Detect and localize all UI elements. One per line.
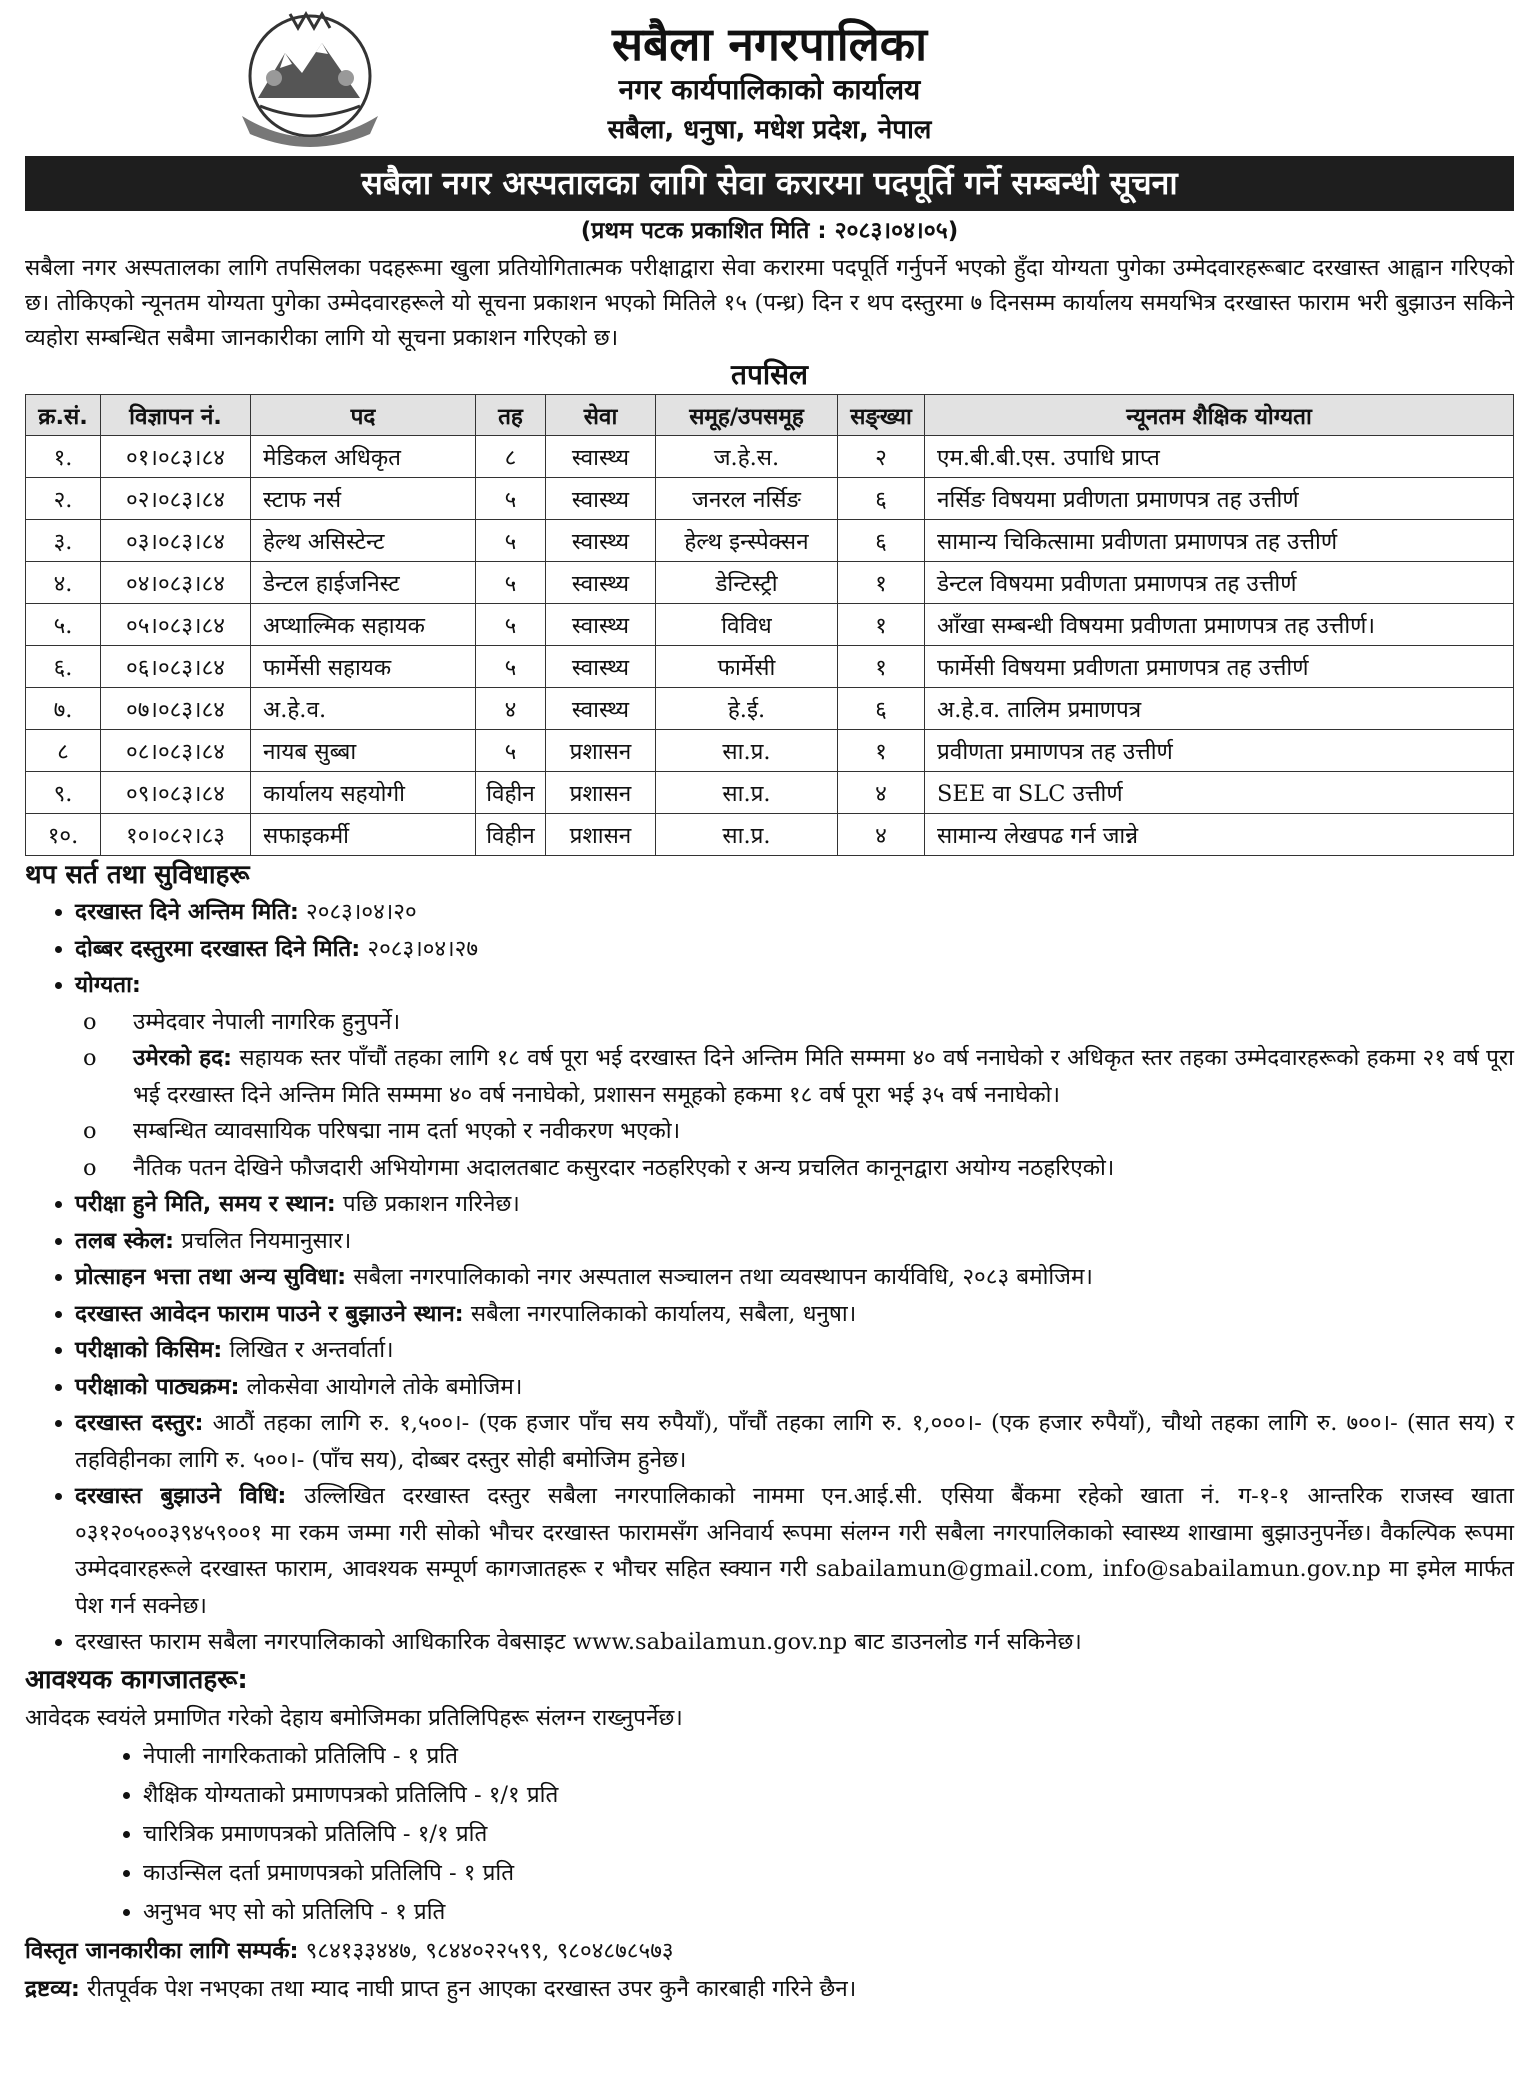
col-serial: क्र.सं. [26,395,101,436]
list-item: • शैक्षिक योग्यताको प्रमाणपत्रको प्रतिलिपि - १/१ प्रति [143,1776,1514,1815]
table-row [26,646,1514,688]
terms-list [25,894,1514,1661]
table-cell: ०९।०८३।८४ [101,772,251,814]
list-item: • चारित्रिक प्रमाणपत्रको प्रतिलिपि - १/१ प्रति [143,1815,1514,1854]
table-cell: स्वास्थ्य [546,688,656,730]
table-cell: सफाइकर्मी [251,814,476,856]
table-cell: ६ [838,688,925,730]
table-cell: ७. [26,688,101,730]
table-cell: ०२।०८३।८४ [101,478,251,520]
col-service: सेवा [546,395,656,436]
table-cell: स्वास्थ्य [546,520,656,562]
notice-title: सबैला नगर अस्पतालका लागि सेवा करारमा पदपूर्ति गर्ने सम्बन्धी सूचना [25,156,1514,211]
table-cell: ८ [26,730,101,772]
list-item [83,1004,1514,1041]
table-cell: स्वास्थ्य [546,436,656,478]
exam-schedule-label: परीक्षा हुने मिति, समय र स्थान: [75,1191,336,1217]
table-cell: ४ [838,772,925,814]
documents-list [25,1737,1514,1932]
table-row [26,772,1514,814]
list-item [75,1296,1514,1333]
table-cell: ०१।०८३।८४ [101,436,251,478]
double-fee-label: दोब्बर दस्तुरमा दरखास्त दिने मिति: [75,935,361,962]
list-item [75,1624,1514,1661]
col-group: समूह/उपसमूह [656,395,838,436]
table-cell: विहीन [476,772,546,814]
table-cell: ४ [476,688,546,730]
table-cell: १ [838,562,925,604]
download-text: दरखास्त फाराम सबैला नगरपालिकाको आधिकारिक वेबसाइट www.sabailamun.gov.np बाट डाउनलोड गर्न सकिनेछ। [75,1629,1082,1655]
table-row [26,562,1514,604]
note-value: रीतपूर्वक पेश नभएका तथा म्याद नाघी प्राप्त हुन आएका दरखास्त उपर कुनै कारबाही गरिने छैन। [79,1975,857,2002]
table-row [26,688,1514,730]
table-cell: ५. [26,604,101,646]
table-cell: प्रवीणता प्रमाणपत्र तह उत्तीर्ण [925,730,1514,772]
table-cell: ०४।०८३।८४ [101,562,251,604]
table-cell: ८ [476,436,546,478]
table-cell: प्रशासन [546,730,656,772]
table-cell: ५ [476,646,546,688]
list-item: • नेपाली नागरिकताको प्रतिलिपि - १ प्रति [143,1737,1514,1776]
salary-label: तलब स्केल: [75,1227,175,1254]
bullet-marker: o [83,1008,97,1035]
note-line [25,1970,1514,2008]
table-cell: कार्यालय सहयोगी [251,772,476,814]
publication-date: (प्रथम पटक प्रकाशित मिति : २०८३।०४।०५) [580,218,959,244]
list-item [83,1040,1514,1113]
table-header-row [26,395,1514,436]
table-row [26,478,1514,520]
incentive-value: सबैला नगरपालिकाको नगर अस्पताल सञ्चालन तथा व्यवस्थापन कार्यविधि, २०८३ बमोजिम। [346,1264,1093,1290]
bullet-marker: o [83,1154,97,1181]
table-cell: SEE वा SLC उत्तीर्ण [925,772,1514,814]
table-cell: ९. [26,772,101,814]
exam-type-label: परीक्षाको किसिम: [75,1337,223,1363]
fee-label: दरखास्त दस्तुर: [75,1410,204,1436]
table-cell: ५ [476,730,546,772]
salary-value: प्रचलित नियमानुसार। [174,1227,352,1254]
list-item [83,1150,1514,1187]
table-cell: मेडिकल अधिकृत [251,436,476,478]
table-cell: जनरल नर्सिङ [656,478,838,520]
syllabus-label: परीक्षाको पाठ्यक्रम: [75,1373,240,1400]
table-cell: विहीन [476,814,546,856]
table-cell: हे.ई. [656,688,838,730]
age-limit-label: उमेरको हद: [133,1045,233,1071]
col-qualification: न्यूनतम शैक्षिक योग्यता [925,395,1514,436]
table-cell: ४ [838,814,925,856]
table-cell: स्टाफ नर्स [251,478,476,520]
table-cell: अ.हे.व. [251,688,476,730]
list-item: • काउन्सिल दर्ता प्रमाणपत्रको प्रतिलिपि - १ प्रति [143,1854,1514,1893]
eligibility-text: नैतिक पतन देखिने फौजदारी अभियोगमा अदालतबाट कसुरदार नठहरिएको र अन्य प्रचलित कानूनद्वारा अयोग्य नठहरिएको। [133,1154,1115,1181]
col-post: पद [251,395,476,436]
vacancy-table [25,394,1514,856]
header [25,0,1514,150]
list-item [75,894,1514,931]
table-cell: ३. [26,520,101,562]
bullet-marker: o [83,1045,97,1071]
table-row [26,520,1514,562]
table-cell: स्वास्थ्य [546,562,656,604]
application-place-value: सबैला नगरपालिकाको कार्यालय, सबैला, धनुषा। [463,1300,857,1327]
eligibility-text: उम्मेदवार नेपाली नागरिक हुनुपर्ने। [133,1008,401,1035]
list-item [75,1259,1514,1296]
table-cell: ०७।०८३।८४ [101,688,251,730]
documents-intro: आवेदक स्वयंले प्रमाणित गरेको देहाय बमोजिमका प्रतिलिपिहरू संलग्न राख्नुपर्नेछ। [25,1704,683,1731]
table-cell: १ [838,604,925,646]
table-cell: विविध [656,604,838,646]
list-item [75,1186,1514,1223]
notice-intro: सबैला नगर अस्पतालका लागि तपसिलका पदहरूमा खुला प्रतियोगितात्मक परीक्षाद्वारा सेवा करारमा पदपूर्ति गर्नुपर्ने भएको हुँदा योग्यता पुगेका उम्मेदवारहरूबाट दरखास्त आह्वान गरिएको छ। तोकिएको न्यूनतम योग्यता पुगेका उम्मेदवारहरूले यो सूचना प्रकाशन भएको मितिले १५ (पन्ध्र) दिन र थप दस्तुरमा ७ दिनसम्म कार्यालय समयभित्र दरखास्त फाराम भरी बुझाउन सकिने व्यहोरा सम्बन्धित सबैमा जानकारीका लागि यो सूचना प्रकाशन गरिएको छ। [25,255,1514,351]
table-cell: नायब सुब्बा [251,730,476,772]
table-cell: आँखा सम्बन्धी विषयमा प्रवीणता प्रमाणपत्र तह उत्तीर्ण। [925,604,1514,646]
table-cell: १ [838,646,925,688]
table-cell: १०. [26,814,101,856]
eligibility-label: योग्यता: [75,972,141,998]
table-cell: ५ [476,520,546,562]
submission-method-label: दरखास्त बुझाउने विधि: [75,1483,287,1509]
table-cell: प्रशासन [546,772,656,814]
table-cell: ६ [838,520,925,562]
list-item: • अनुभव भए सो को प्रतिलिपि - १ प्रति [143,1893,1514,1932]
table-row [26,730,1514,772]
table-cell: ०८।०८३।८४ [101,730,251,772]
double-fee-value: २०८३।०४।२७ [360,935,479,962]
table-cell: स्वास्थ्य [546,646,656,688]
table-cell: ०६।०८३।८४ [101,646,251,688]
table-cell: डेन्टल हाईजनिस्ट [251,562,476,604]
col-count: सङ्ख्या [838,395,925,436]
table-cell: हेल्थ असिस्टेन्ट [251,520,476,562]
age-limit-text: सहायक स्तर पाँचौं तहका लागि १८ वर्ष पूरा भई दरखास्त दिने अन्तिम मिति सम्ममा ४० वर्ष ननाघेको र अधिकृत स्तर तहका उम्मेदवारहरूको हकमा २१ वर्ष पूरा भई दरखास्त दिने अन्तिम मिति सम्ममा ४० वर्ष ननाघेको, प्रशासन समूहको हकमा १८ वर्ष पूरा भई ३५ वर्ष ननाघेको। [133,1045,1514,1108]
table-cell: डेन्टिस्ट्री [656,562,838,604]
list-item [75,931,1514,968]
table-cell: ५ [476,604,546,646]
fee-value: आठौं तहका लागि रु. १,५००।- (एक हजार पाँच सय रुपैयाँ), पाँचौं तहका लागि रु. १,०००।- (एक हजार रुपैयाँ), चौथो तहका लागि रु. ७००।- (सात सय) र तहविहीनका लागि रु. ५००।- (पाँच सय), दोब्बर दस्तुर सोही बमोजिम हुनेछ। [75,1410,1514,1473]
note-label: द्रष्टव्य: [25,1975,80,2002]
list-item [75,1369,1514,1406]
table-cell: फार्मेसी विषयमा प्रवीणता प्रमाणपत्र तह उत्तीर्ण [925,646,1514,688]
list-item [75,1223,1514,1260]
table-cell: १. [26,436,101,478]
exam-schedule-value: पछि प्रकाशन गरिनेछ। [335,1191,520,1217]
table-cell: ०५।०८३।८४ [101,604,251,646]
table-cell: फार्मेसी [656,646,838,688]
list-item [83,1113,1514,1150]
table-cell: अ.हे.व. तालिम प्रमाणपत्र [925,688,1514,730]
eligibility-list [75,1004,1514,1187]
table-cell: सा.प्र. [656,730,838,772]
table-cell: सामान्य लेखपढ गर्न जान्ने [925,814,1514,856]
table-cell: फार्मेसी सहायक [251,646,476,688]
table-row [26,814,1514,856]
office-address: सबैला, धनुषा, मधेश प्रदेश, नेपाल [607,115,932,145]
table-cell: ०३।०८३।८४ [101,520,251,562]
table-cell: २. [26,478,101,520]
table-cell: ५ [476,478,546,520]
bullet-marker: o [83,1118,97,1144]
table-cell: ६ [838,478,925,520]
table-cell: सा.प्र. [656,772,838,814]
table-row [26,604,1514,646]
terms-title: थप सर्त तथा सुविधाहरू [25,860,250,890]
table-row [26,436,1514,478]
office-subtitle: नगर कार्यपालिकाको कार्यालय [618,73,921,106]
submission-method-value: उल्लिखित दरखास्त दस्तुर सबैला नगरपालिकाको नाममा एन.आई.सी. एसिया बैंकमा रहेको खाता नं. ग-१-१ आन्तरिक राजस्व खाता ०३१२०५००३९४५९००१ मा रकम जम्मा गरी सोको भौचर दरखास्त फारामसँग अनिवार्य रूपमा संलग्न गरी सबैला नगरपालिकाको स्वास्थ्य शाखामा बुझाउनुपर्नेछ। वैकल्पिक रूपमा उम्मेदवारहरूले दरखास्त फाराम, आवश्यक सम्पूर्ण कागजातहरू र भौचर सहित स्क्यान गरी sabailamun@gmail.com, info@sabailamun.gov.np मा इमेल मार्फत पेश गर्न सक्नेछ। [75,1483,1514,1619]
exam-type-value: लिखित र अन्तर्वार्ता। [222,1337,394,1363]
table-cell: ५ [476,562,546,604]
table-cell: हेल्थ इन्स्पेक्सन [656,520,838,562]
table-cell: ज.हे.स. [656,436,838,478]
contact-value: ९८४१३३४४७, ९८४४०२२५९९, ९८०४८७८५७३ [298,1937,674,1964]
table-cell: प्रशासन [546,814,656,856]
incentive-label: प्रोत्साहन भत्ता तथा अन्य सुविधा: [75,1264,347,1290]
table-cell: स्वास्थ्य [546,604,656,646]
office-name: सबैला नगरपालिका [611,17,928,71]
application-place-label: दरखास्त आवेदन फाराम पाउने र बुझाउने स्थान: [75,1300,464,1327]
table-cell: एम.बी.बी.एस. उपाधि प्राप्त [925,436,1514,478]
col-ad-number: विज्ञापन नं. [101,395,251,436]
col-level: तह [476,395,546,436]
contact-line [25,1932,1514,1970]
table-cell: स्वास्थ्य [546,478,656,520]
deadline-label: दरखास्त दिने अन्तिम मिति: [75,899,299,925]
table-cell: नर्सिङ विषयमा प्रवीणता प्रमाणपत्र तह उत्तीर्ण [925,478,1514,520]
table-title: तपसिल [730,358,809,391]
table-cell: ४. [26,562,101,604]
syllabus-value: लोकसेवा आयोगले तोके बमोजिम। [239,1373,523,1400]
nepal-emblem-icon [230,8,390,148]
contact-label: विस्तृत जानकारीका लागि सम्पर्क: [25,1937,299,1964]
eligibility-text: सम्बन्धित व्यावसायिक परिषद्मा नाम दर्ता भएको र नवीकरण भएको। [133,1118,681,1144]
table-cell: सा.प्र. [656,814,838,856]
list-item [75,1478,1514,1624]
list-item [75,1405,1514,1478]
table-cell: १०।०८२।८३ [101,814,251,856]
list-item [75,967,1514,1186]
table-cell: २ [838,436,925,478]
table-cell: ६. [26,646,101,688]
documents-title: आवश्यक कागजातहरू: [25,1664,248,1695]
table-cell: अप्थाल्मिक सहायक [251,604,476,646]
table-cell: १ [838,730,925,772]
list-item [75,1332,1514,1369]
table-cell: डेन्टल विषयमा प्रवीणता प्रमाणपत्र तह उत्तीर्ण [925,562,1514,604]
table-cell: सामान्य चिकित्सामा प्रवीणता प्रमाणपत्र तह उत्तीर्ण [925,520,1514,562]
deadline-value: २०८३।०४।२० [298,899,417,925]
